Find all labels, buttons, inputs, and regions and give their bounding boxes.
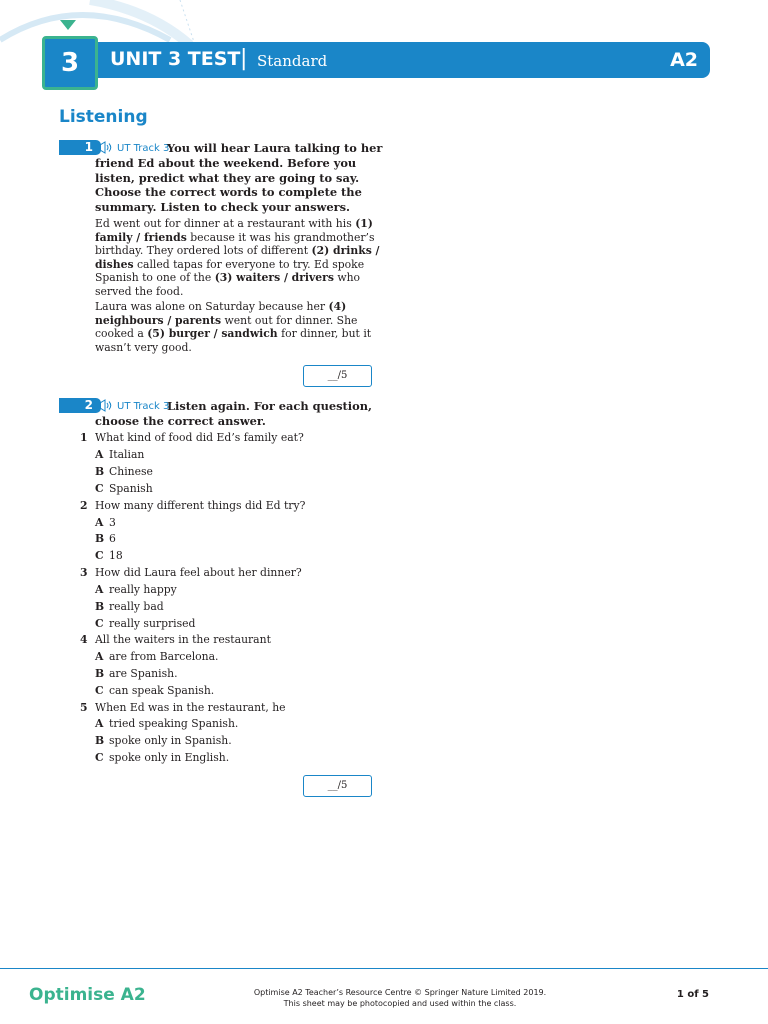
unit-marker-icon: [60, 20, 76, 30]
option-text: really bad: [109, 600, 164, 613]
exercise-1-score-box[interactable]: __/5: [303, 365, 372, 387]
option-text: really happy: [109, 583, 177, 596]
exercise-1-instruction: You will hear Laura talking to her friend Ed about the weekend. Before you listen, predict what they are going to say. Choose the correct words to complete the summary. Listen to check your answers.: [95, 141, 383, 215]
option-letter: C: [95, 617, 104, 630]
option-text: are from Barcelona.: [109, 650, 219, 663]
option-letter: A: [95, 583, 104, 596]
option[interactable]: [95, 465, 153, 479]
text: went out for dinner. She cooked a: [95, 313, 358, 340]
exercise-1-number: 1: [59, 140, 101, 155]
option[interactable]: [95, 717, 238, 731]
text: for dinner, but it wasn’t very good.: [95, 327, 372, 354]
title-separator: |: [240, 46, 248, 71]
option-letter: A: [95, 448, 104, 461]
unit-number-badge: 3: [42, 36, 98, 90]
option[interactable]: [95, 734, 232, 748]
question-1: [80, 431, 304, 445]
choice-4[interactable]: (4) neighbours / parents: [95, 300, 347, 327]
copyright-line-1: Optimise A2 Teacher’s Resource Centre © Springer Nature Limited 2019.: [253, 988, 547, 997]
choice-5[interactable]: (5) burger / sandwich: [147, 327, 278, 340]
option-letter: C: [95, 684, 104, 697]
option[interactable]: [95, 684, 214, 698]
option-letter: B: [95, 532, 105, 545]
section-title: Listening: [59, 107, 148, 127]
option-letter: A: [95, 516, 104, 529]
question-2: [80, 499, 305, 513]
option-text: 18: [109, 549, 123, 562]
summary-paragraph-2: [95, 300, 385, 354]
exercise-2-number: 2: [59, 398, 101, 413]
question-number: 1: [80, 431, 88, 444]
option-text: 6: [109, 532, 116, 545]
option[interactable]: [95, 532, 116, 546]
question-text: When Ed was in the restaurant, he: [95, 701, 286, 714]
summary-paragraph-1: [95, 217, 385, 298]
option-text: can speak Spanish.: [109, 684, 215, 697]
text: who served the food.: [95, 271, 361, 298]
option[interactable]: [95, 600, 164, 614]
footer-brand: Optimise A2: [29, 985, 146, 1005]
option-text: 3: [109, 516, 116, 529]
header-decoration: [0, 0, 260, 45]
track-label: UT Track 3: [117, 143, 170, 154]
question-number: 3: [80, 566, 88, 579]
option[interactable]: [95, 448, 144, 462]
question-3: [80, 566, 302, 580]
footer-copyright: [250, 987, 550, 1009]
option[interactable]: [95, 617, 195, 631]
exercise-2-score-box[interactable]: __/5: [303, 775, 372, 797]
option-text: spoke only in English.: [109, 751, 230, 764]
option-text: are Spanish.: [109, 667, 178, 680]
question-4: [80, 633, 271, 647]
question-text: All the waiters in the restaurant: [95, 633, 271, 646]
option[interactable]: [95, 667, 178, 681]
copyright-line-2: This sheet may be photocopied and used within the class.: [283, 999, 517, 1008]
option-text: spoke only in Spanish.: [109, 734, 232, 747]
option[interactable]: [95, 583, 177, 597]
option[interactable]: [95, 751, 229, 765]
question-text: What kind of food did Ed’s family eat?: [95, 431, 304, 444]
text: because it was his grandmother’s birthday. They ordered lots of different: [95, 230, 375, 257]
test-title: UNIT 3 TEST: [110, 48, 241, 70]
page-number: 1 of 5: [676, 989, 709, 1000]
option-letter: B: [95, 600, 105, 613]
option-letter: B: [95, 465, 105, 478]
option-letter: B: [95, 667, 105, 680]
option[interactable]: [95, 549, 123, 563]
question-number: 4: [80, 633, 88, 646]
test-subtitle: Standard: [257, 52, 328, 70]
option-text: Italian: [109, 448, 145, 461]
choice-1[interactable]: (1) family / friends: [95, 217, 373, 244]
exercise-2-instruction: Listen again. For each question, choose the correct answer.: [95, 399, 372, 428]
option-letter: C: [95, 751, 104, 764]
option[interactable]: [95, 482, 153, 496]
choice-3[interactable]: (3) waiters / drivers: [214, 271, 334, 284]
option-letter: B: [95, 734, 105, 747]
choice-2[interactable]: (2) drinks / dishes: [95, 244, 380, 271]
question-number: 5: [80, 701, 88, 714]
text: Ed went out for dinner at a restaurant with his: [95, 217, 352, 230]
question-5: [80, 701, 286, 715]
option-letter: C: [95, 549, 104, 562]
footer-divider: [0, 968, 768, 969]
option[interactable]: [95, 516, 116, 530]
option-text: Spanish: [109, 482, 153, 495]
track-label: UT Track 3: [117, 401, 170, 412]
option-letter: A: [95, 717, 104, 730]
option-text: Chinese: [109, 465, 153, 478]
option[interactable]: [95, 650, 219, 664]
option-letter: C: [95, 482, 104, 495]
question-number: 2: [80, 499, 88, 512]
option-letter: A: [95, 650, 104, 663]
text: called tapas for everyone to try. Ed spoke Spanish to one of the: [95, 257, 365, 284]
question-text: How many different things did Ed try?: [95, 499, 306, 512]
option-text: really surprised: [109, 617, 196, 630]
level-label: A2: [670, 49, 698, 71]
text: Laura was alone on Saturday because her: [95, 300, 326, 313]
question-text: How did Laura feel about her dinner?: [95, 566, 302, 579]
option-text: tried speaking Spanish.: [109, 717, 239, 730]
